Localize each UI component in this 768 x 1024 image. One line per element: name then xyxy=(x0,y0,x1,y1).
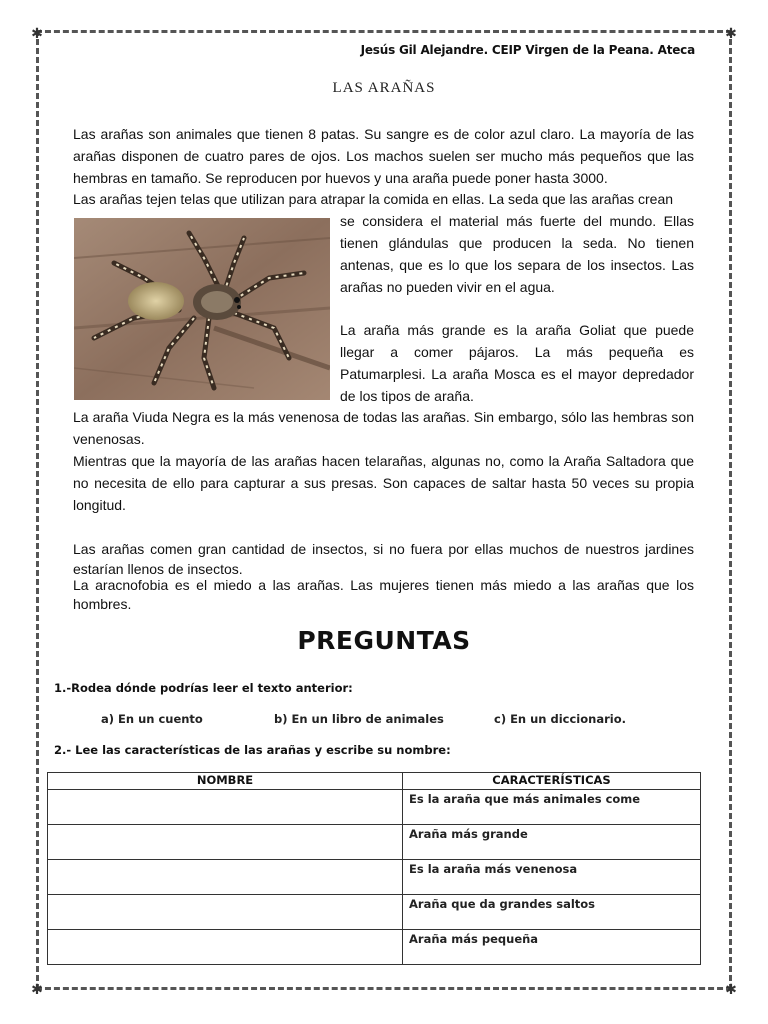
paragraph-insects: Las arañas comen gran cantidad de insectos, si no fuera por ellas muchos de nuestros jardines estarían llenos de insectos. xyxy=(73,541,694,577)
paragraph-sizes: La araña más grande es la araña Goliat que puede llegar a comer pájaros. La más pequeña es Patumarplesi. La araña Mosca es el mayor depredador de los tipos de araña. xyxy=(340,322,694,404)
spider-photo xyxy=(74,218,330,400)
table-row xyxy=(48,895,701,930)
question-2: 2.- Lee las características de las arañas y escribe su nombre: xyxy=(54,743,451,757)
question-1: 1.-Rodea dónde podrías leer el texto anterior: xyxy=(54,681,353,695)
spider-table xyxy=(47,772,701,965)
name-answer-cell[interactable] xyxy=(48,860,403,895)
characteristic-cell: Araña más pequeña xyxy=(403,930,701,965)
column-header-name: NOMBRE xyxy=(48,773,403,790)
paragraph-intro: Las arañas son animales que tienen 8 patas. Su sangre es de color azul claro. La mayoría de las arañas disponen de cuatro pares de ojos. Los machos suelen ser mucho más pequeños que las hembras en tamaño. Se reproducen por huevos y una araña puede poner hasta 3000. xyxy=(73,126,694,186)
corner-ornament-icon: ✱ xyxy=(31,25,43,41)
paragraph-arachnophobia: La aracnofobia es el miedo a las arañas. Las mujeres tienen más miedo a las arañas que los hombres. xyxy=(73,577,694,612)
table-row xyxy=(48,860,701,895)
name-answer-cell[interactable] xyxy=(48,825,403,860)
option-a[interactable]: a) En un cuento xyxy=(101,712,203,726)
characteristic-cell: Es la araña que más animales come xyxy=(403,790,701,825)
characteristic-cell: Araña que da grandes saltos xyxy=(403,895,701,930)
paragraph-black-widow: La araña Viuda Negra es la más venenosa de todas las arañas. Sin embargo, sólo las hembras son venenosas. xyxy=(73,409,694,447)
table-row xyxy=(48,930,701,965)
table-row xyxy=(48,825,701,860)
table-row xyxy=(48,790,701,825)
paragraph-silk: se considera el material más fuerte del mundo. Ellas tienen glándulas que producen la seda. No tienen antenas, que es lo que los separa de los insectos. Las arañas no pueden vivir en el agua. xyxy=(340,213,694,295)
name-answer-cell[interactable] xyxy=(48,930,403,965)
corner-ornament-icon: ✱ xyxy=(31,981,43,997)
questions-heading: PREGUNTAS xyxy=(297,626,471,655)
name-answer-cell[interactable] xyxy=(48,895,403,930)
column-header-characteristics: CARACTERÍSTICAS xyxy=(403,773,701,790)
name-answer-cell[interactable] xyxy=(48,790,403,825)
option-b[interactable]: b) En un libro de animales xyxy=(274,712,444,726)
corner-ornament-icon: ✱ xyxy=(725,25,737,41)
characteristic-cell: Araña más grande xyxy=(403,825,701,860)
option-c[interactable]: c) En un diccionario. xyxy=(494,712,626,726)
corner-ornament-icon: ✱ xyxy=(725,981,737,997)
page-title: LAS ARAÑAS xyxy=(332,80,436,96)
author-header: Jesús Gil Alejandre. CEIP Virgen de la Peana. Ateca xyxy=(360,43,695,57)
characteristic-cell: Es la araña más venenosa xyxy=(403,860,701,895)
paragraph-webs: Las arañas tejen telas que utilizan para atrapar la comida en ellas. La seda que las arañas crean xyxy=(73,191,674,207)
paragraph-jumping-spider: Mientras que la mayoría de las arañas hacen telarañas, algunas no, como la Araña Saltadora que no necesita de ello para capturar a sus presas. Son capaces de saltar hasta 50 veces su propia longitud. xyxy=(73,453,694,513)
